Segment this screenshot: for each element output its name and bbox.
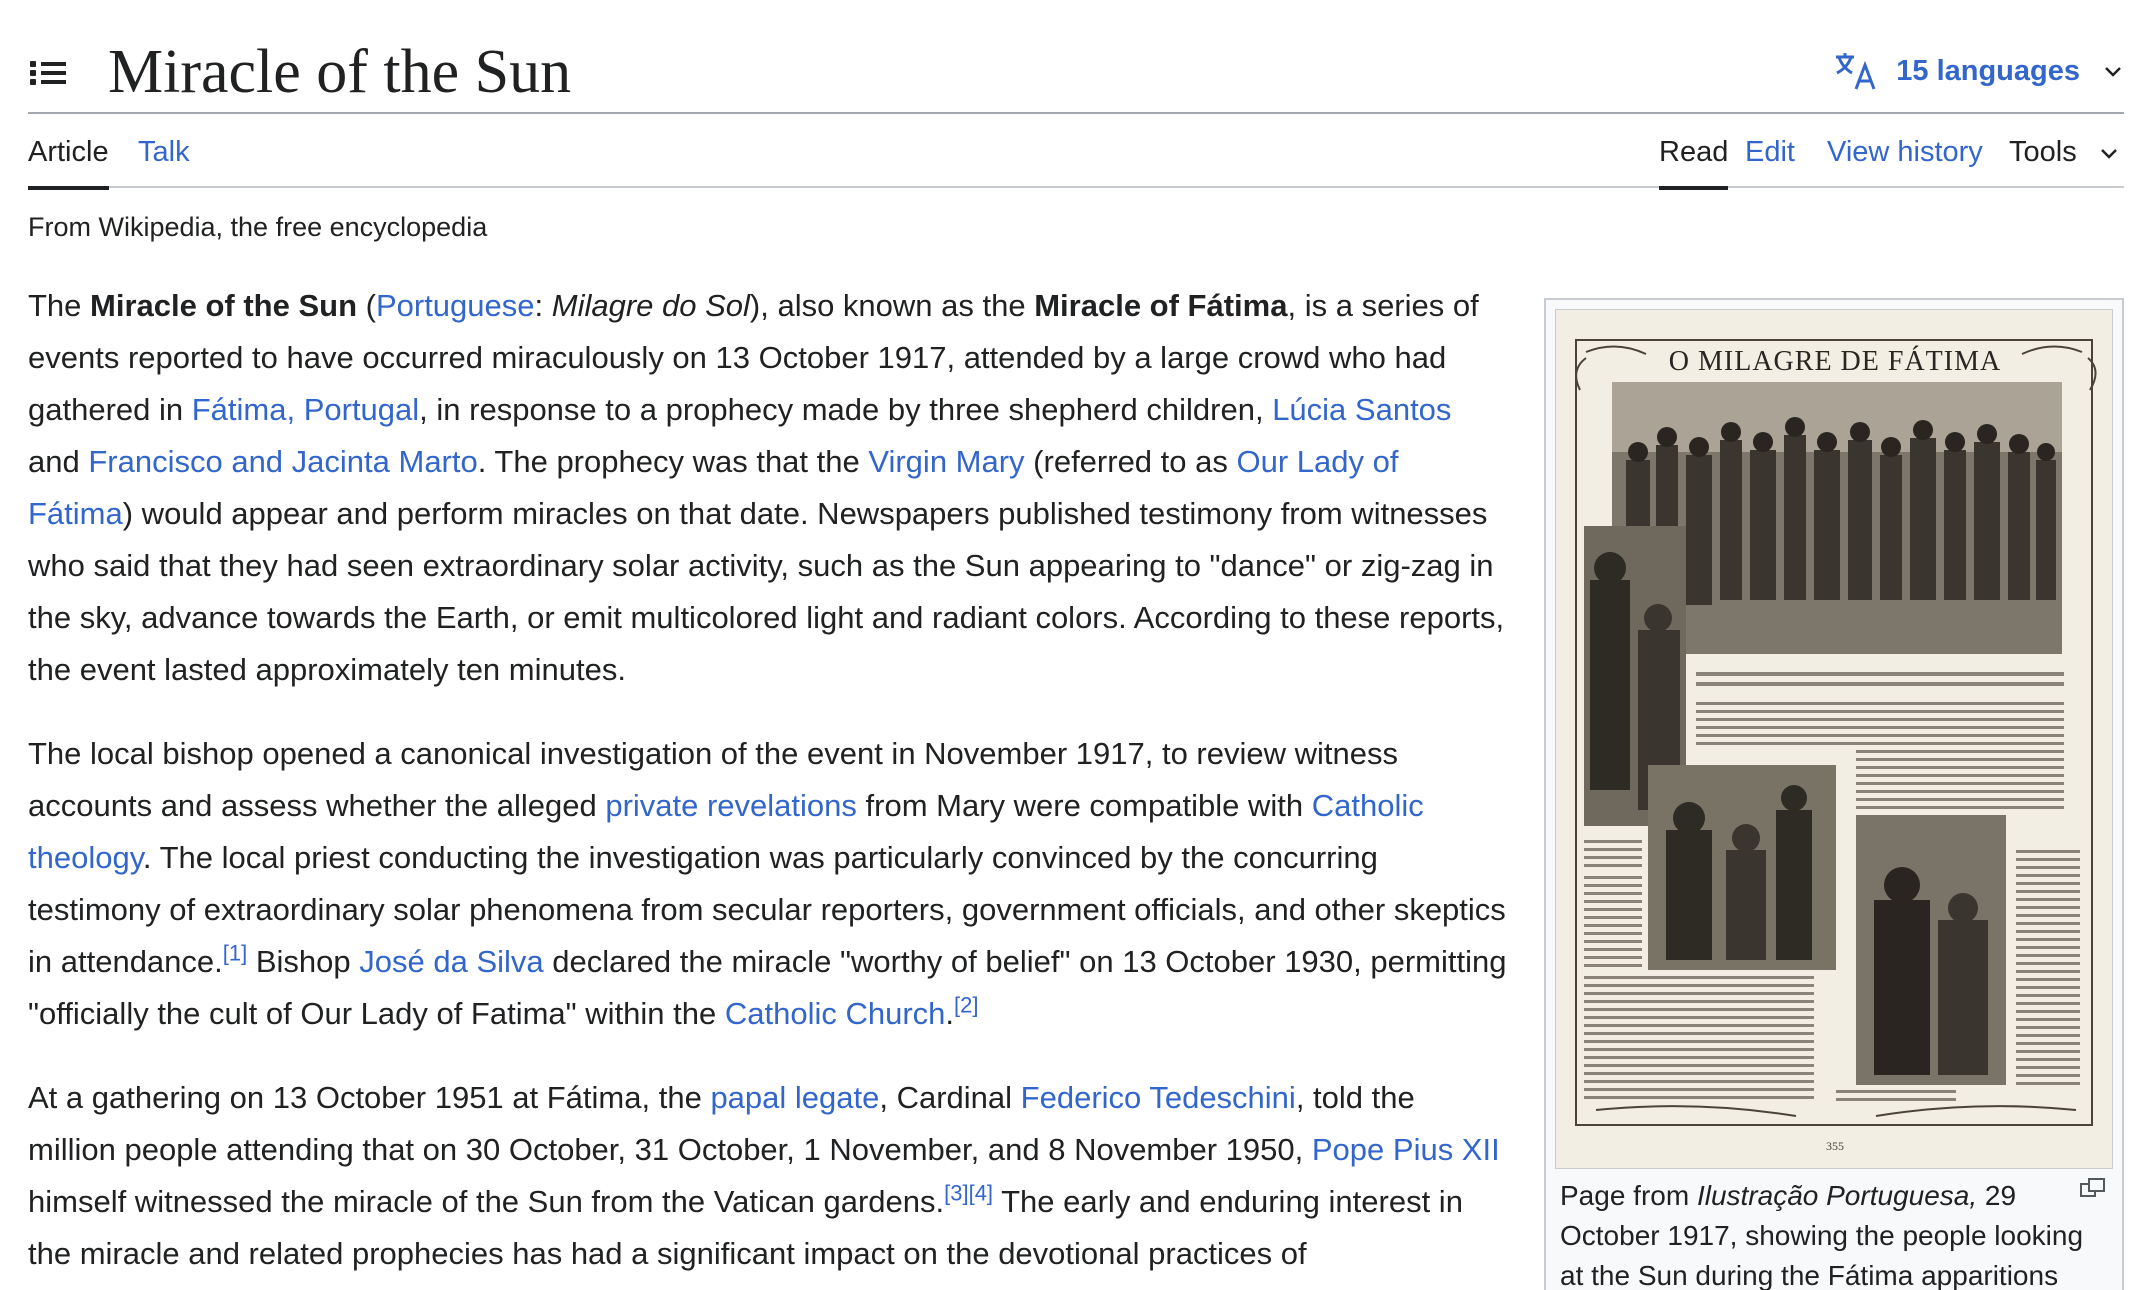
page-tabs	[28, 114, 2124, 188]
chevron-down-icon[interactable]	[2098, 142, 2120, 164]
page-title: Miracle of the Sun	[108, 38, 572, 106]
reference-link[interactable]: [3]	[944, 1180, 969, 1206]
paragraph-intro: The Miracle of the Sun (Portuguese: Milagre do Sol), also known as the Miracle of Fátima, is a series of events reported to have occurred miraculously on 13 October 1917, attended by a large crowd who had gathered in Fátima, Portugal, in response to a prophecy made by three shepherd children, Lúcia Santos and Francisco and Jacinta Marto. The prophecy was that the Virgin Mary (referred to as Our Lady of Fátima) would appear and perform miracles on that date. Newspapers published testimony from witnesses who said that they had seen extraordinary solar activity, such as the Sun appearing to "dance" or zig-zag in the sky, advance towards the Earth, or emit multicolored light and radiant colors. According to these reports, the event lasted approximately ten minutes.	[28, 288, 1505, 687]
link-our-lady-of-fatima[interactable]: Our Lady of Fátima	[28, 444, 1399, 531]
tab-edit[interactable]: Edit	[1745, 136, 1795, 168]
bold-term: Miracle of the Sun	[90, 288, 358, 323]
italic-term: Milagre do Sol	[551, 288, 750, 323]
paragraph-papal-legate: At a gathering on 13 October 1951 at Fátima, the papal legate, Cardinal Federico Tedeschini, told the million people attending that on 30 October, 31 October, 1 November, and 8 November 1950, Pope Pius XII himself witnessed the miracle of the Sun from the Vatican gardens.[3][4] The early and enduring interest in the miracle and related prophecies has had a significant impact on the devotional practices of	[28, 1080, 1500, 1271]
image-heading: O MILAGRE DE FÁTIMA	[1668, 346, 2002, 377]
image-caption: Page from Ilustração Portuguesa, 29 October 1917, showing the people looking at the Sun during the Fátima apparitions	[1560, 1180, 2084, 1290]
reference-link[interactable]: [1]	[222, 940, 248, 966]
tab-article[interactable]: Article	[28, 136, 109, 168]
link-federico-tedeschini[interactable]: Federico Tedeschini	[1020, 1080, 1296, 1115]
paragraph-investigation: The local bishop opened a canonical investigation of the event in November 1917, to review witness accounts and assess whether the alleged private revelations from Mary were compatible with Catholic theology. The local priest conducting the investigation was particularly convinced by the concurring testimony of extraordinary solar phenomena from secular reporters, government officials, and other skeptics in attendance.[1] Bishop José da Silva declared the miracle "worthy of belief" on 13 October 1930, permitting "officially the cult of Our Lady of Fatima" within the Catholic Church.[2]	[28, 736, 1507, 1031]
list-icon[interactable]	[28, 52, 68, 92]
chevron-down-icon	[2102, 60, 2124, 82]
link-fatima-portugal[interactable]: Fátima, Portugal	[191, 392, 420, 427]
image-page-number: 355	[1826, 1139, 1844, 1153]
link-portuguese[interactable]: Portuguese	[375, 288, 535, 323]
link-private-revelations[interactable]: private revelations	[605, 788, 857, 823]
tab-read[interactable]: Read	[1659, 136, 1729, 168]
site-tagline: From Wikipedia, the free encyclopedia	[28, 212, 488, 242]
link-papal-legate[interactable]: papal legate	[710, 1080, 880, 1115]
link-virgin-mary[interactable]: Virgin Mary	[868, 444, 1025, 479]
page-header	[28, 30, 2124, 114]
link-catholic-church[interactable]: Catholic Church	[724, 996, 946, 1031]
bold-term: Miracle of Fátima	[1034, 288, 1288, 323]
languages-button[interactable]	[1834, 48, 2124, 94]
link-lucia-santos[interactable]: Lúcia Santos	[1272, 392, 1452, 427]
languages-label: 15 languages	[1896, 54, 2080, 87]
reference-link[interactable]: [4]	[968, 1180, 994, 1206]
image-thumbnail	[1544, 298, 2124, 1290]
tab-talk[interactable]: Talk	[138, 136, 190, 168]
article-body	[28, 280, 1508, 1290]
link-francisco-jacinta-marto[interactable]: Francisco and Jacinta Marto	[88, 444, 478, 479]
link-catholic-theology[interactable]: Catholic theology	[28, 788, 1424, 875]
tab-tools[interactable]: Tools	[2009, 136, 2077, 168]
link-pope-pius-xii[interactable]: Pope Pius XII	[1311, 1132, 1500, 1167]
translate-icon	[1834, 51, 1878, 91]
reference-link[interactable]: [2]	[954, 992, 979, 1018]
tab-view-history[interactable]: View history	[1827, 136, 1983, 168]
link-jose-da-silva[interactable]: José da Silva	[359, 944, 544, 979]
newspaper-page-image[interactable]	[1555, 309, 2113, 1169]
enlarge-icon[interactable]	[2080, 1178, 2106, 1198]
